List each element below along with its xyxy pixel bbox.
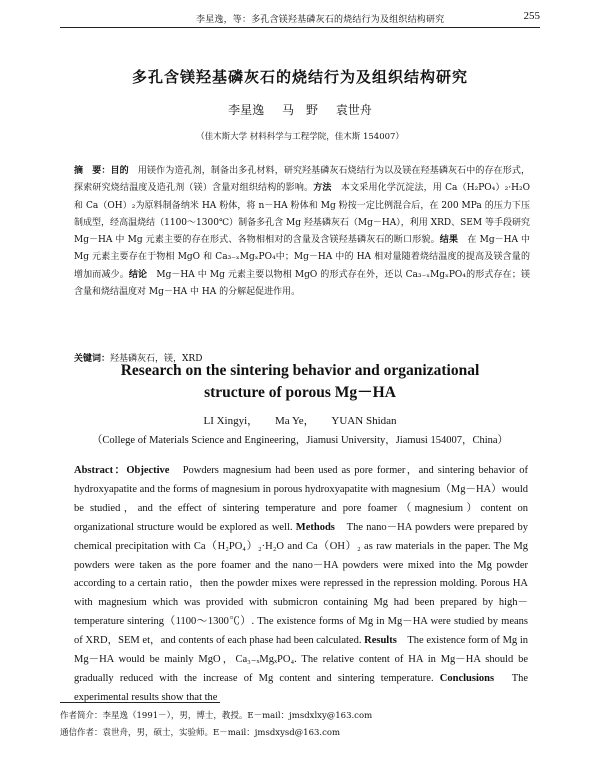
results-text-cn: 在 Mg－HA 中 Mg 元素主要存在于物相 MgO 和 Ca₃₋ₓMgₓPO₄中；Mg－HA 中的 HA 相对量随着烧结温度的提高及镁含量的增加而减少。 (74, 235, 531, 280)
author-2-en: Ma Ye， (274, 415, 315, 427)
chinese-abstract (74, 163, 530, 301)
method-text-cn: 本文采用化学沉淀法，用 Ca（H₂PO₄）₂·H₂O 和 Ca（OH）₂为原料制备纳米 HA 粉体，将 n－HA 粉体和 Mg 粉按一定比例混合后，在 200 MPa 的压力下压制成型，经高温烧结（1100～1300℃）制备多孔含 Mg 羟基磷灰石（Mg－HA），利用 XRD、SEM 等手段研究 Mg－HA 中 Mg 元素主要的存在形式、各物相相对的含量及含镁羟基磷灰石的断口形貌。 (74, 183, 530, 246)
objective-label-en: Objective (126, 465, 170, 476)
method-label-en: Methods (295, 521, 335, 533)
objective-text-en: Powders magnesium had been used as pore former，and sintering behavior of hydroxyapatite and the forms of magnesium in porous hydroxyapatite with magnesium（Mg－HA）would be studied，and the effect of sintering temperature and pore foamer（magnesium）content on organizational structure would be explored as well. (74, 465, 528, 533)
author-3-en: YUAN Shidan (331, 415, 397, 427)
conclusion-text-en: The experimental results show that the (74, 672, 529, 703)
english-title (0, 360, 600, 404)
method-text-en: The nano－HA powders were prepared by chemical precipitation with Ca（H₂PO₄）₂·H₂O and Ca（OH）₂ as raw materials in the paper. The Mg powders were taken as the pore foamer and the nano－HA powders were mixed into the Mg powder according to a certain ratio，then the powder mixes were repressed in the repression molding. Porous HA with magnesium which was provided with submicron containing Mg had been prepared by high－temperature sintering（1100～1300℃）. The existence forms of Mg in Mg－HA were studied by means of XRD，SEM et，and contents of each phase had been calculated. (74, 521, 528, 647)
page-number: 255 (523, 10, 540, 22)
keywords-label-cn: 关键词： (74, 354, 111, 364)
abstract-label-en: Abstract： (74, 465, 127, 476)
author-3-cn: 袁世舟 (335, 103, 372, 117)
running-head: 李星逸，等：多孔含镁羟基磷灰石的烧结行为及组织结构研究 (196, 15, 445, 25)
chinese-title: 多孔含镁羟基磷灰石的烧结行为及组织结构研究 (131, 68, 468, 86)
author-1-cn: 李星逸 (228, 103, 265, 117)
corresponding-author-footnote: 通信作者：袁世舟，男，硕士，实验师。E－mail：jmsdxysd@163.com (60, 728, 341, 738)
conclusion-label-cn: 结论 (128, 269, 148, 280)
chinese-authors (0, 101, 600, 118)
english-title-line-1: Research on the sintering behavior and organizational (120, 362, 480, 379)
results-text-en: The existence form of Mg in Mg－HA would be mainly MgO，Ca₃₋ₓMgₓPO₄. The relative content of HA in Mg－HA should be gradually reduced with the increase of Mg content and sintering temperature. (74, 635, 529, 684)
conclusion-text-cn: Mg－HA 中 Mg 元素主要以物相 MgO 的形式存在外，还以 Ca₃₋ₓMgₓPO₄的形式存在；镁含量和烧结温度对 Mg－HA 中 HA 的分解起促进作用。 (74, 269, 530, 298)
english-abstract (74, 462, 528, 708)
author-bio-footnote: 作者简介：李星逸（1991－），男，博士，教授。E－mail：jmsdxlxy@163.com (60, 711, 373, 721)
author-1-en: LI Xingyi， (203, 415, 259, 427)
method-label-cn: 方法 (313, 183, 332, 194)
english-authors (0, 412, 600, 428)
footnote-rule (60, 702, 220, 703)
chinese-affiliation: （佳木斯大学 材料科学与工程学院，佳木斯 154007） (196, 132, 404, 142)
author-2-cn: 马 野 (281, 103, 318, 117)
abstract-label-cn: 摘 要： (74, 166, 111, 176)
english-title-line-2: structure of porous Mg－HA (204, 384, 396, 401)
results-label-cn: 结果 (439, 235, 459, 246)
conclusion-label-en: Conclusions (439, 672, 495, 684)
objective-text-cn: 用镁作为造孔剂，制备出多孔材料，研究羟基磷灰石烧结行为以及镁在羟基磷灰石中的存在形式，探索研究烧结温度及造孔剂（镁）含量对组织结构的影响。 (74, 166, 530, 194)
objective-label-cn: 目的 (110, 166, 129, 176)
keywords-text-cn: 羟基磷灰石，镁，XRD (110, 354, 203, 364)
english-affiliation: （College of Materials Science and Engineering，Jiamusi University，Jiamusi 154007，China） (91, 435, 509, 446)
results-label-en: Results (364, 635, 397, 647)
header-rule (60, 27, 540, 28)
